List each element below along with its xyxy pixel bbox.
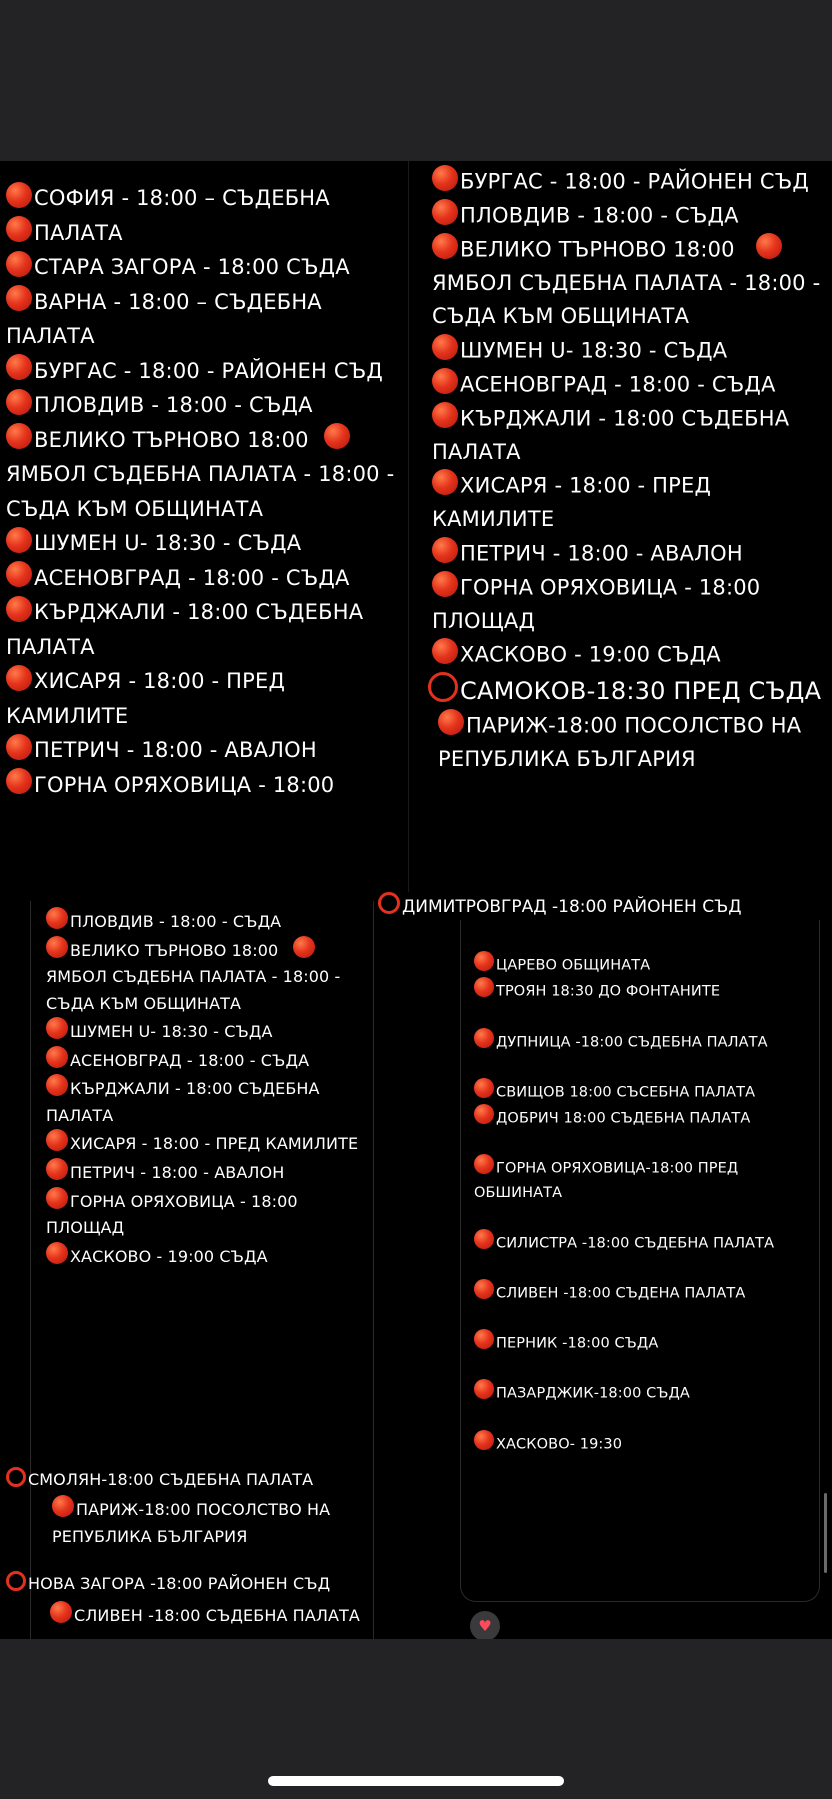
red-circle-icon: [474, 1154, 494, 1174]
list-item: ЯМБОЛ СЪДЕБНА ПАЛАТА - 18:00 - СЪДА КЪМ ОБЩИНАТА: [46, 967, 346, 1013]
list-item: ХАСКОВО- 19:30: [474, 1430, 804, 1456]
list-item: ЯМБОЛ СЪДЕБНА ПАЛАТА - 18:00 - СЪДА КЪМ ОБЩИНАТА: [432, 270, 828, 329]
heart-reaction-icon[interactable]: ♥: [470, 1611, 500, 1639]
red-circle-icon: [432, 571, 458, 597]
list-item: ВЕЛИКО ТЪРНОВО 18:00: [0, 423, 408, 458]
list-item: СТАРА ЗАГОРА - 18:00 СЪДА: [0, 250, 408, 285]
screenshot-collage: [0, 161, 832, 1639]
red-circle-icon: [6, 354, 32, 380]
list-item: ШУМЕН U- 18:30 - СЪДА: [426, 334, 832, 368]
list-item: СМОЛЯН-18:00 СЪДЕБНА ПАЛАТА: [6, 1467, 376, 1494]
red-circle-icon: [6, 423, 32, 449]
red-circle-icon: [432, 165, 458, 191]
list-item: ШУМЕН U- 18:30 - СЪДА: [46, 1017, 366, 1046]
list-item: ЯМБОЛ СЪДЕБНА ПАЛАТА - 18:00 - СЪДА КЪМ ОБЩИНАТА: [6, 462, 402, 521]
list-item: ГОРНА ОРЯХОВИЦА - 18:00 ПЛОЩАД: [426, 571, 832, 638]
red-circle-icon: [474, 1379, 494, 1399]
red-ring-icon: [428, 672, 458, 702]
list-item: СИЛИСТРА -18:00 СЪДЕБНА ПАЛАТА: [474, 1229, 804, 1255]
red-circle-icon: [6, 768, 32, 794]
list-item: ПЛОВДИВ - 18:00 - СЪДА: [46, 907, 366, 936]
red-circle-icon: [324, 423, 350, 449]
scrollbar[interactable]: [824, 1493, 827, 1573]
red-circle-icon: [6, 561, 32, 587]
list-item: НОВА ЗАГОРА -18:00 РАЙОНЕН СЪД: [6, 1571, 376, 1598]
red-ring-icon: [6, 1467, 26, 1487]
list-item: ПЕТРИЧ - 18:00 - АВАЛОН: [426, 537, 832, 571]
list-item: СЛИВЕН -18:00 СЪДЕБНА ПАЛАТА: [50, 1601, 366, 1630]
list-item: САМОКОВ-18:30 ПРЕД СЪДА: [426, 672, 832, 709]
red-ring-icon: [6, 1571, 26, 1591]
red-circle-icon: [6, 182, 32, 208]
red-circle-icon: [432, 537, 458, 563]
list-item: ГОРНА ОРЯХОВИЦА-18:00 ПРЕД ОБШИНАТА: [474, 1154, 804, 1204]
red-circle-icon: [6, 596, 32, 622]
red-circle-icon: [6, 389, 32, 415]
red-circle-icon: [474, 1028, 494, 1048]
red-circle-icon: [46, 1129, 68, 1151]
list-item: ВЕЛИКО ТЪРНОВО 18:00: [426, 233, 832, 267]
red-circle-icon: [432, 638, 458, 664]
red-circle-icon: [6, 665, 32, 691]
list-item: ПЕТРИЧ - 18:00 - АВАЛОН: [46, 1158, 366, 1187]
red-circle-icon: [46, 1158, 68, 1180]
home-indicator[interactable]: [268, 1776, 564, 1786]
list-item: АСЕНОВГРАД - 18:00 - СЪДА: [0, 561, 408, 596]
list-item: ПАЛАТА: [0, 216, 408, 251]
list-item: ДУПНИЦА -18:00 СЪДЕБНА ПАЛАТА: [474, 1028, 804, 1054]
red-circle-icon: [432, 402, 458, 428]
list-item: ГОРНА ОРЯХОВИЦА - 18:00: [0, 768, 408, 803]
list-item: СЛИВЕН -18:00 СЪДЕНА ПАЛАТА: [474, 1279, 804, 1305]
red-circle-icon: [46, 1074, 68, 1096]
list-item: ГОРНА ОРЯХОВИЦА - 18:00 ПЛОЩАД: [46, 1187, 366, 1242]
list-item: ХИСАРЯ - 18:00 - ПРЕД КАМИЛИТЕ: [426, 469, 832, 536]
list-item: ХАСКОВО - 19:00 СЪДА: [46, 1242, 366, 1271]
red-circle-icon: [46, 1046, 68, 1068]
red-circle-icon: [432, 334, 458, 360]
panel-bottom-right: [378, 901, 832, 1639]
list-item: ПАРИЖ-18:00 ПОСОЛСТВО НА РЕПУБЛИКА БЪЛГАРИЯ: [52, 1495, 366, 1550]
red-circle-icon: [46, 936, 68, 958]
list-item: ДОБРИЧ 18:00 СЪДЕБНА ПАЛАТА: [474, 1104, 804, 1130]
red-circle-icon: [6, 285, 32, 311]
red-circle-icon: [474, 1229, 494, 1249]
overlay-caption: ДИМИТРОВГРАД -18:00 РАЙОНЕН СЪД: [378, 892, 832, 920]
red-circle-icon: [293, 936, 315, 958]
list-item: ШУМЕН U- 18:30 - СЪДА: [0, 526, 408, 561]
red-circle-icon: [756, 233, 782, 259]
list-item: БУРГАС - 18:00 - РАЙОНЕН СЪД: [426, 165, 832, 199]
red-circle-icon: [46, 1017, 68, 1039]
list-item: ПАЗАРДЖИК-18:00 СЪДА: [474, 1379, 804, 1405]
list-item: ХИСАРЯ - 18:00 - ПРЕД КАМИЛИТЕ: [46, 1129, 366, 1158]
red-circle-icon: [474, 1104, 494, 1124]
list-item: ЦАРЕВО ОБЩИНАТА: [474, 951, 804, 977]
list-item: ХИСАРЯ - 18:00 - ПРЕД КАМИЛИТЕ: [0, 664, 408, 733]
list-item: КЪРДЖАЛИ - 18:00 СЪДЕБНА ПАЛАТА: [0, 595, 408, 664]
red-circle-icon: [46, 1187, 68, 1209]
red-circle-icon: [438, 709, 464, 735]
list-item: ТРОЯН 18:30 ДО ФОНТАНИТЕ: [474, 977, 804, 1003]
red-circle-icon: [6, 251, 32, 277]
red-circle-icon: [474, 977, 494, 997]
red-circle-icon: [474, 951, 494, 971]
red-circle-icon: [474, 1078, 494, 1098]
list-item: БУРГАС - 18:00 - РАЙОНЕН СЪД: [0, 354, 408, 389]
list-item: ПЛОВДИВ - 18:00 - СЪДА: [426, 199, 832, 233]
red-circle-icon: [432, 469, 458, 495]
panel-bottom-left: [0, 901, 378, 1639]
list-item: ХАСКОВО - 19:00 СЪДА: [426, 638, 832, 672]
red-circle-icon: [46, 907, 68, 929]
list-item: ВАРНА - 18:00 – СЪДЕБНА ПАЛАТА: [0, 285, 408, 354]
red-circle-icon: [474, 1329, 494, 1349]
list-item: СОФИЯ - 18:00 – СЪДЕБНА: [0, 181, 408, 216]
red-circle-icon: [474, 1279, 494, 1299]
list-item: ПЛОВДИВ - 18:00 - СЪДА: [0, 388, 408, 423]
list-item: КЪРДЖАЛИ - 18:00 СЪДЕБНА ПАЛАТА: [426, 402, 832, 469]
list-item: АСЕНОВГРАД - 18:00 - СЪДА: [46, 1046, 366, 1075]
red-circle-icon: [52, 1495, 74, 1517]
list-item: ПЕРНИК -18:00 СЪДА: [474, 1329, 804, 1355]
red-circle-icon: [432, 368, 458, 394]
list-item: СВИЩОВ 18:00 СЪСЕБНА ПАЛАТА: [474, 1078, 804, 1104]
list-item: КЪРДЖАЛИ - 18:00 СЪДЕБНА ПАЛАТА: [46, 1074, 366, 1129]
red-circle-icon: [432, 199, 458, 225]
list-item: ПЕТРИЧ - 18:00 - АВАЛОН: [0, 733, 408, 768]
red-circle-icon: [6, 734, 32, 760]
list-item: ВЕЛИКО ТЪРНОВО 18:00: [46, 936, 366, 965]
red-circle-icon: [474, 1430, 494, 1450]
red-circle-icon: [432, 233, 458, 259]
red-circle-icon: [6, 527, 32, 553]
panel-top-right: [426, 161, 832, 901]
panel-top-left: [0, 161, 409, 901]
red-circle-icon: [50, 1601, 72, 1623]
list-item: ПАРИЖ-18:00 ПОСОЛСТВО НА РЕПУБЛИКА БЪЛГАРИЯ: [426, 709, 832, 776]
red-circle-icon: [46, 1242, 68, 1264]
red-ring-icon: [378, 892, 400, 914]
red-circle-icon: [6, 216, 32, 242]
list-item: АСЕНОВГРАД - 18:00 - СЪДА: [426, 368, 832, 402]
